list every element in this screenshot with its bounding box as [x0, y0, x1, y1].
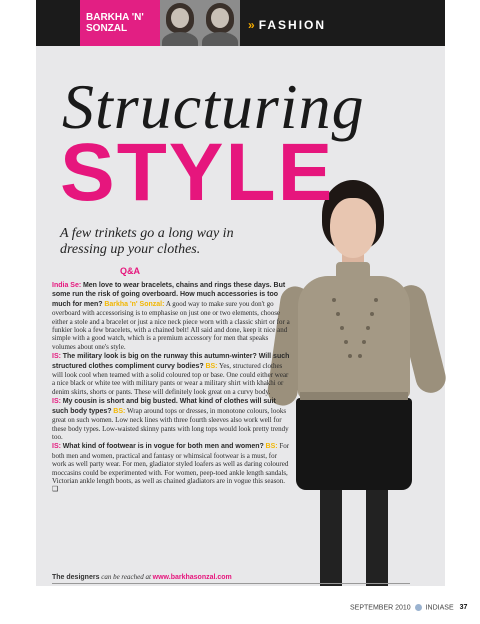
question-label: IS:	[52, 353, 61, 361]
answer-text: Wrap around tops or dresses, in monotone colours, looks great on such women. Low neck lines with three fourth sleeves also work well for these body types. Low-waisted skinny pants with long tops would look pretty trendy too.	[52, 406, 289, 441]
question-text: My cousin is short and big busted. What kind of clothes will suit such body types?	[52, 398, 276, 415]
qa-item	[52, 352, 292, 396]
designer-photo-2	[200, 0, 240, 46]
answer-label: Barkha 'n' Sonzal:	[104, 300, 165, 308]
credit-bold: The designers	[52, 574, 100, 581]
question-text: What kind of footwear is in vogue for both men and women?	[62, 443, 264, 451]
question-label: India Se:	[52, 282, 82, 289]
circle-icon	[415, 604, 422, 611]
qa-item	[52, 442, 292, 493]
page-footer	[350, 604, 467, 611]
headline-script: Structuring	[62, 71, 365, 142]
page-number: 37	[459, 604, 468, 612]
qa-item	[52, 281, 292, 351]
section-label	[248, 18, 326, 32]
credit-text: can be reached at	[101, 573, 151, 581]
qa-heading: Q&A	[120, 266, 140, 276]
brand-line-2: SONZAL	[86, 23, 128, 34]
answer-text: Yes, structured clothes will look cool when teamed with a solid coloured top or base. One could either wear a nice black or white tee with military pants or wear a military shirt with khakhi or denim skirts, shorts or pants. These will definitely look great on a curvy body.	[52, 361, 289, 396]
answer-label: BS:	[265, 443, 278, 451]
credit-url[interactable]: www.barkhasonzal.com	[152, 574, 232, 581]
headline-bold: STYLE	[60, 127, 335, 218]
brand-line-1: BARKHA 'N'	[86, 12, 144, 23]
question-text: The military look is big on the runway this autumn-winter? Will such structured clothes compliment curvy bodies?	[52, 353, 290, 370]
issue-date: SEPTEMBER 2010	[350, 604, 411, 612]
magazine-name: INDIASE	[425, 604, 454, 612]
designer-credit	[52, 573, 232, 581]
qa-item	[52, 397, 292, 441]
question-text: Men love to wear bracelets, chains and rings these days. But some run the risk of going overboard. How much accessories is too much for men?	[52, 282, 286, 308]
model-photo	[270, 180, 450, 586]
section-name: FASHION	[258, 18, 327, 32]
divider	[52, 583, 410, 584]
qa-body	[52, 281, 292, 495]
answer-text: A good way to make sure you don't go overboard with accessorising is to emphasise on just one or two elements, choose either a stole and a bracelet or just a nice neck piece worn with a classic shirt or for a funkier look a few bracelets, with a chained belt! All said and done, keep it nice and simple with a good watch, which is a premium accessory for men that speaks volumes about one's style.	[52, 299, 290, 351]
chevron-icon: »	[248, 18, 255, 32]
question-label: IS:	[52, 443, 61, 451]
standfirst: A few trinkets go a long way in dressing up your clothes.	[60, 226, 234, 257]
answer-label: BS:	[113, 407, 126, 415]
answer-label: BS:	[205, 362, 218, 370]
question-label: IS:	[52, 398, 61, 406]
designer-photo-1	[160, 0, 200, 46]
designer-brand-box	[80, 0, 160, 46]
answer-text: For both men and women, practical and fantasy or whimsical footwear is a must, for work as well party wear. For men, gladiator styled loafers as well as daring coloured moccasins could be experimented with. For women, peep-toed ankle length sandals, Victorian ankle length boots, as well as chained gladiators are in vogue this season. ❑	[52, 442, 290, 494]
